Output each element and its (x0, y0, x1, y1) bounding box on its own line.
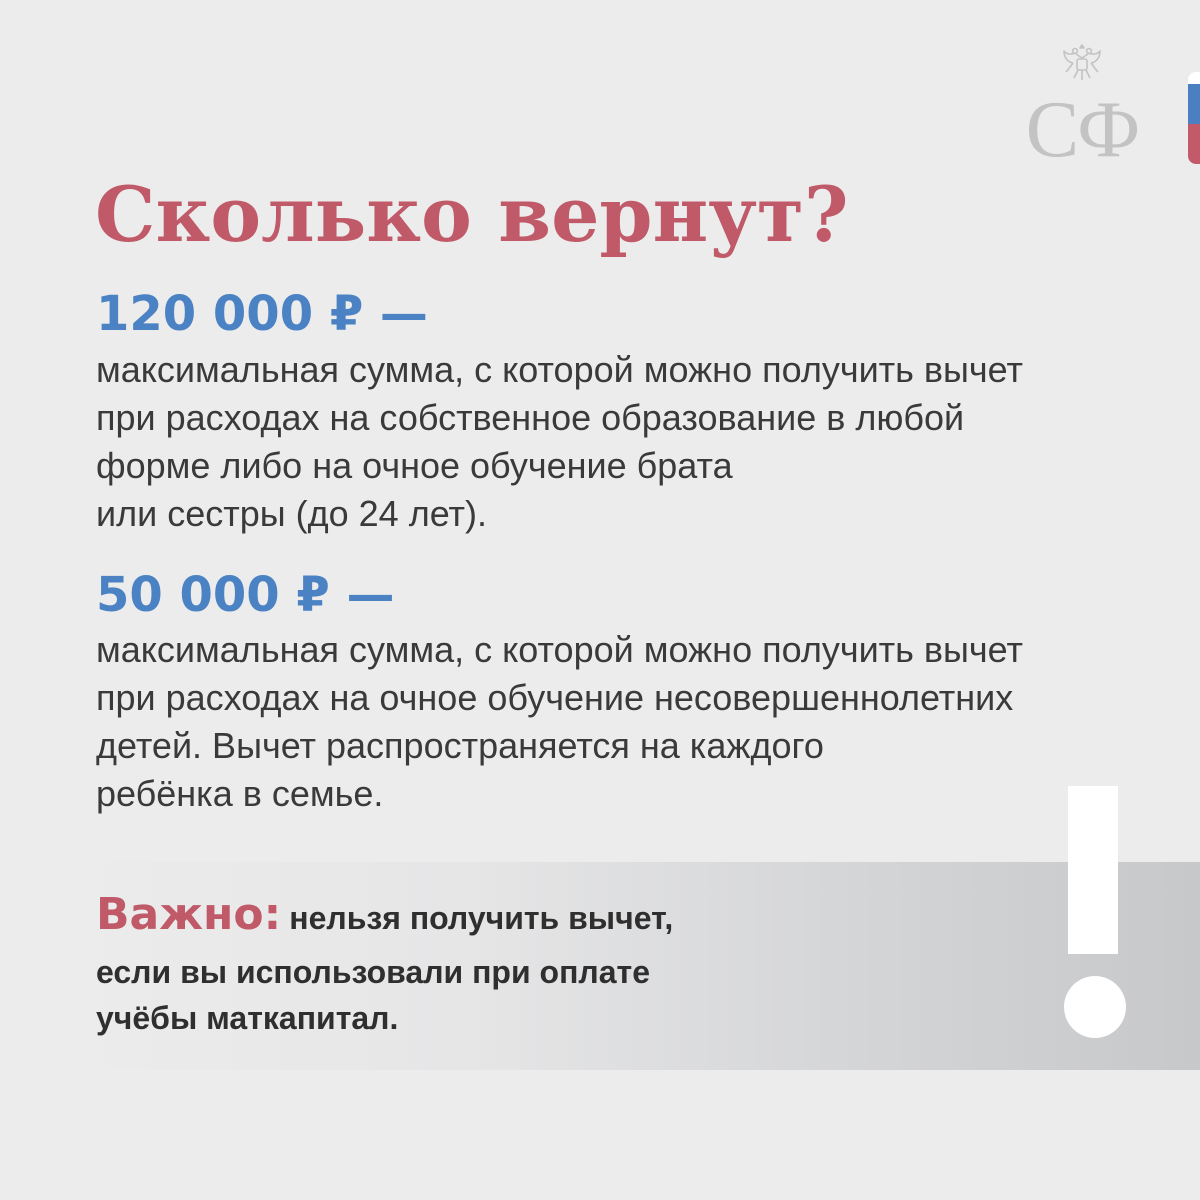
note-line: учёбы маткапитал. (96, 1000, 399, 1036)
description-line: детей. Вычет распространяется на каждого (96, 725, 824, 766)
flag-white-stripe (1188, 72, 1200, 84)
note-label: Важно: (96, 889, 282, 940)
description-line: максимальная сумма, с которой можно получить вычет (96, 349, 1023, 390)
description-line: при расходах на очное обучение несовершеннолетних (96, 677, 1014, 718)
russian-flag-strip (1188, 72, 1200, 164)
note-line: нельзя получить вычет, (289, 900, 674, 936)
exclamation-icon (1068, 786, 1118, 954)
note-line: если вы использовали при оплате (96, 954, 650, 990)
flag-blue-stripe (1188, 84, 1200, 124)
amount-50000-description (96, 626, 1126, 818)
description-line: при расходах на собственное образование в любой (96, 397, 965, 438)
exclamation-dot-icon (1064, 976, 1126, 1038)
double-headed-eagle-icon (1062, 42, 1102, 84)
page-title: Сколько вернут? (95, 170, 849, 259)
description-line: форме либо на очное обучение брата (96, 445, 733, 486)
amount-120000: 120 000 ₽ — (96, 286, 428, 342)
note-first-line (96, 884, 673, 949)
logo-letters: СФ (1025, 86, 1139, 174)
important-note (96, 884, 673, 1041)
sf-logo (1012, 42, 1152, 174)
description-line: максимальная сумма, с которой можно получить вычет (96, 629, 1023, 670)
description-line: или сестры (до 24 лет). (96, 493, 488, 534)
amount-50000: 50 000 ₽ — (96, 567, 395, 623)
flag-red-stripe (1188, 124, 1200, 164)
amount-120000-description (96, 346, 1126, 538)
description-line: ребёнка в семье. (96, 773, 384, 814)
